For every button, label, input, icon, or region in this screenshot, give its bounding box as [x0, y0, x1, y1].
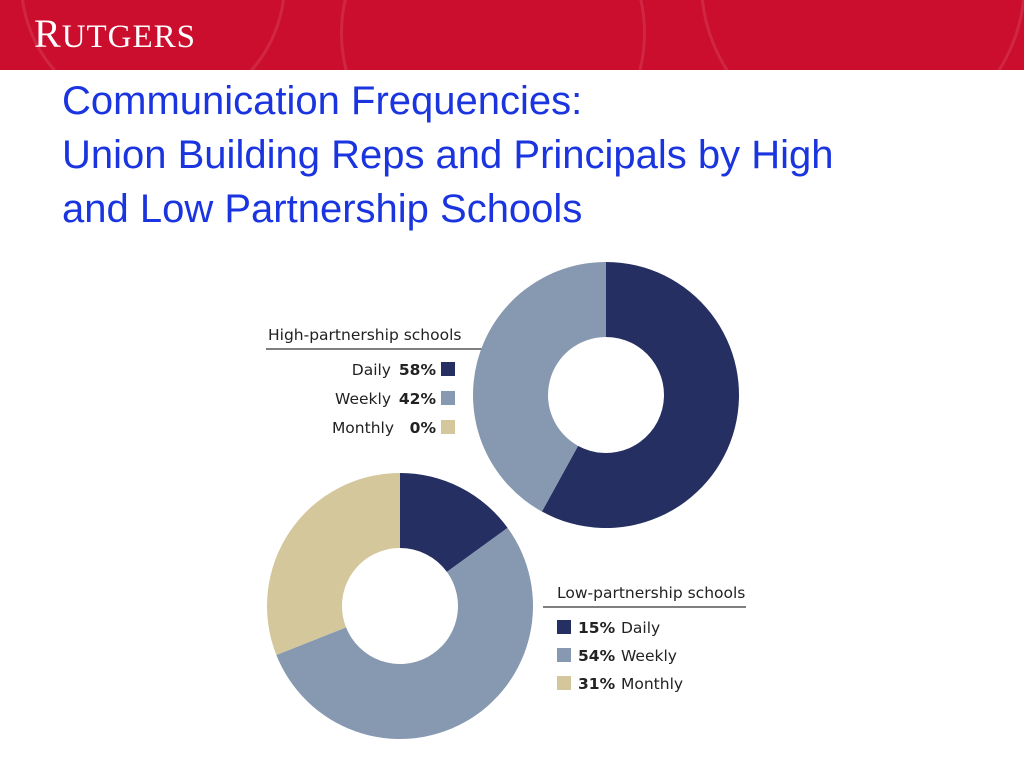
- legend-low-value-daily: 15%: [578, 619, 616, 637]
- legend-low-label-weekly: Weekly: [621, 647, 677, 665]
- legend-high-swatch-weekly: [441, 391, 455, 405]
- legend-high: [266, 326, 486, 437]
- legend-low-value-weekly: 54%: [578, 647, 616, 665]
- legend-low-label-monthly: Monthly: [621, 675, 684, 693]
- legend-low-swatch-weekly: [557, 648, 571, 662]
- donut-slice-monthly: [267, 473, 400, 655]
- title-line: and Low Partnership Schools: [62, 187, 583, 231]
- legend-high-label-daily: Daily: [351, 361, 391, 379]
- title-line: Union Building Reps and Principals by High: [62, 133, 834, 177]
- legend-low-swatch-daily: [557, 620, 571, 634]
- donut-high-partnership: [473, 262, 739, 528]
- legend-low-swatch-monthly: [557, 676, 571, 690]
- legend-high-label-weekly: Weekly: [335, 390, 391, 408]
- legend-low-value-monthly: 31%: [578, 675, 616, 693]
- legend-high-swatch-daily: [441, 362, 455, 376]
- legend-high-value-daily: 58%: [398, 361, 436, 379]
- legend-high-swatch-monthly: [441, 420, 455, 434]
- legend-low-title: Low-partnership schools: [557, 584, 746, 602]
- rutgers-logo: RUTGERS: [34, 11, 197, 56]
- legend-high-value-monthly: 0%: [409, 419, 436, 437]
- legend-low: [543, 584, 746, 693]
- legend-high-value-weekly: 42%: [398, 390, 436, 408]
- legend-low-label-daily: Daily: [621, 619, 661, 637]
- title-line: Communication Frequencies:: [62, 79, 583, 123]
- donut-low-partnership: [267, 473, 533, 739]
- legend-high-label-monthly: Monthly: [331, 419, 394, 437]
- legend-high-title: High-partnership schools: [268, 326, 462, 344]
